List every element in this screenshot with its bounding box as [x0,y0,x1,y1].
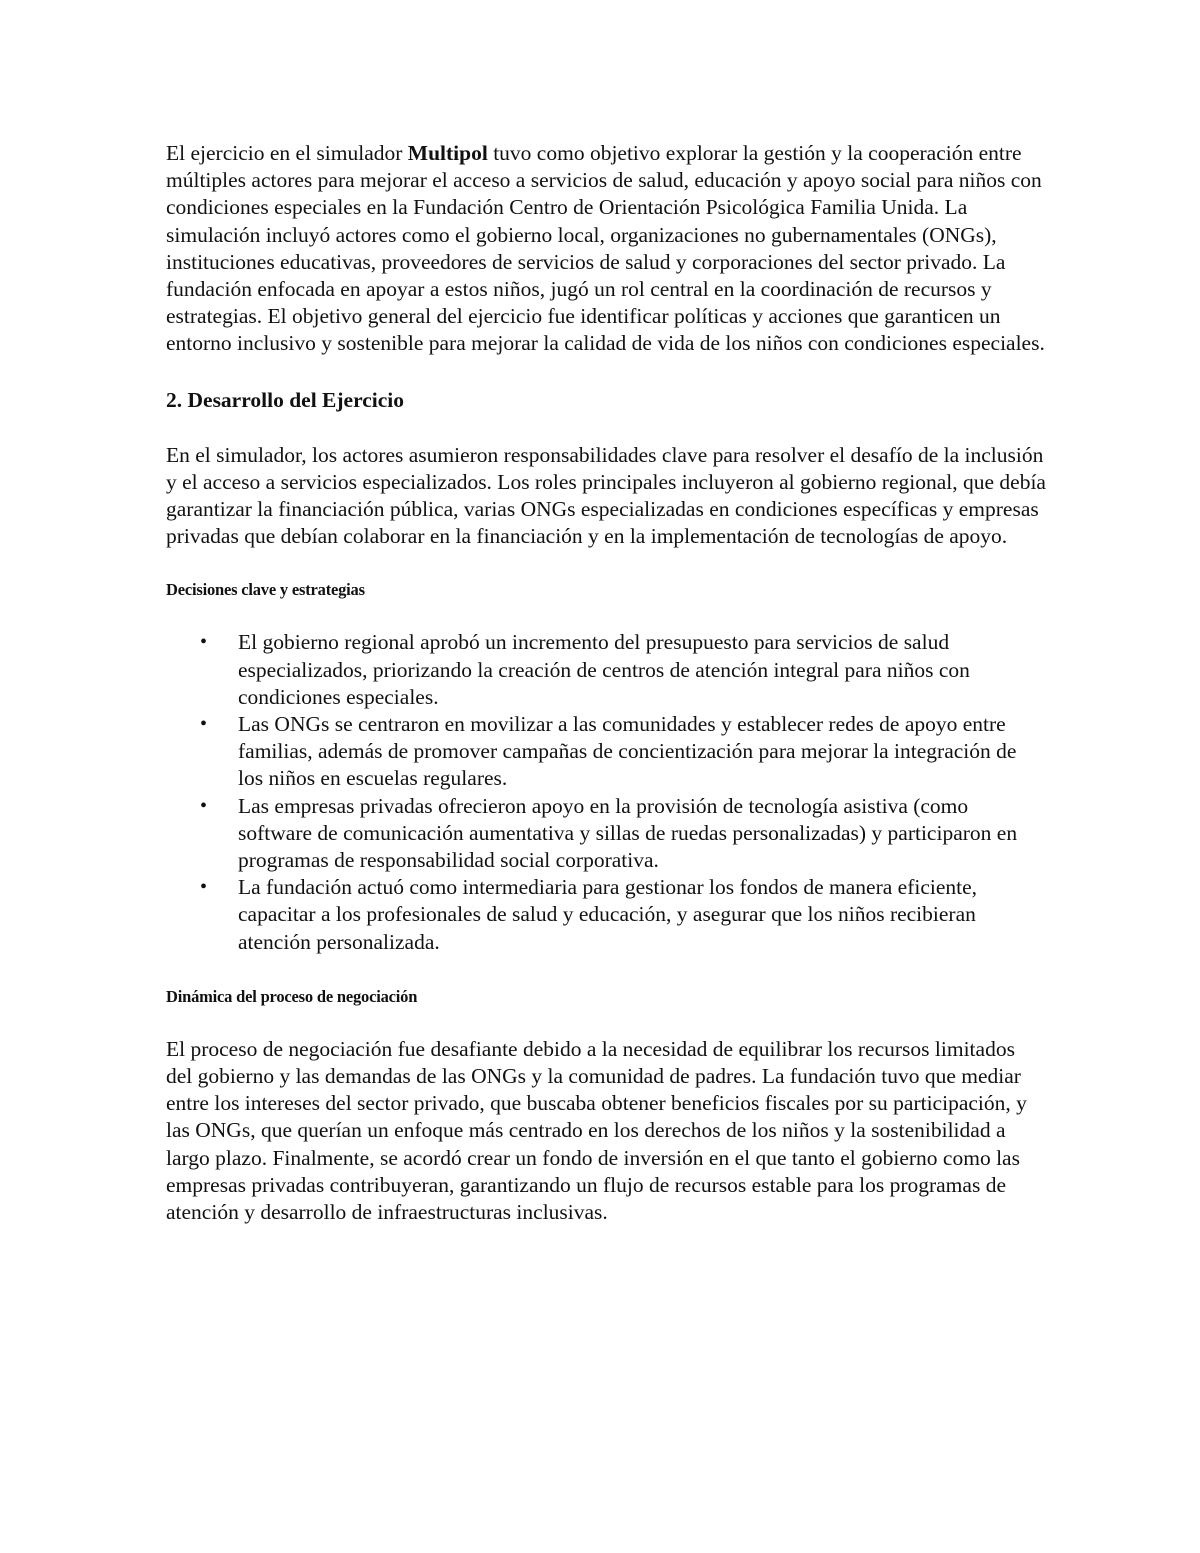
list-item-text: Las ONGs se centraron en movilizar a las comunidades y establecer redes de apoyo entre familias, además de promover campañas de concientización para mejorar la integración de los niños en escuelas regulares. [238,712,1017,791]
list-item [166,793,1046,875]
document-page [166,140,1046,1226]
list-item-text: La fundación actuó como intermediaria para gestionar los fondos de manera eficiente, capacitar a los profesionales de salud y educación, y asegurar que los niños recibieran atención personalizada. [238,875,978,954]
subheading-negociacion: Dinámica del proceso de negociación [166,986,418,1006]
list-item [166,711,1046,793]
desarrollo-paragraph: En el simulador, los actores asumieron responsabilidades clave para resolver el desafío de la inclusión y el acceso a servicios especializados. Los roles principales incluyeron al gobierno regional, que debía garantizar la financiación pública, varias ONGs especializadas en condiciones específicas y empresas privadas que debían colaborar en la financiación y en la implementación de tecnologías de apoyo. [166,442,1046,549]
decisiones-list [166,629,1046,955]
bullet-icon: • [200,876,208,899]
bullet-icon: • [200,713,208,736]
intro-text-rest: tuvo como objetivo explorar la gestión y la cooperación entre múltiples actores para mejorar el acceso a servicios de salud, educación y apoyo social para niños con condiciones especiales en la Fundación Centro de Orientación Psicológica Familia Unida. La simulación incluyó actores como el gobierno local, organizaciones no gubernamentales (ONGs), instituciones educativas, proveedores de servicios de salud y corporaciones del sector privado. La fundación enfocada en apoyar a estos niños, jugó un rol central en la coordinación de recursos y estrategias. El objetivo general del ejercicio fue identificar políticas y acciones que garanticen un entorno inclusivo y sostenible para mejorar la calidad de vida de los niños con condiciones especiales. [166,141,1045,356]
intro-paragraph [166,140,1046,358]
negociacion-paragraph: El proceso de negociación fue desafiante debido a la necesidad de equilibrar los recursos limitados del gobierno y las demandas de las ONGs y la comunidad de padres. La fundación tuvo que mediar entre los intereses del sector privado, que buscaba obtener beneficios fiscales por su participación, y las ONGs, que querían un enfoque más centrado en los derechos de los niños y la sostenibilidad a largo plazo. Finalmente, se acordó crear un fondo de inversión en el que tanto el gobierno como las empresas privadas contribuyeran, garantizando un flujo de recursos estable para los programas de atención y desarrollo de infraestructuras inclusivas. [166,1036,1027,1225]
list-item [166,874,1046,956]
bullet-icon: • [200,631,208,654]
bullet-icon: • [200,794,208,817]
list-item-text: Las empresas privadas ofrecieron apoyo en la provisión de tecnología asistiva (como software de comunicación aumentativa y sillas de ruedas personalizadas) y participaron en programas de responsabilidad social corporativa. [238,793,1018,873]
section-heading-desarrollo: 2. Desarrollo del Ejercicio [166,387,405,412]
subheading-decisiones: Decisiones clave y estrategias [166,580,365,600]
list-item [166,629,1046,711]
list-item-text: El gobierno regional aprobó un incremento del presupuesto para servicios de salud especializados, priorizando la creación de centros de atención integral para niños con condiciones especiales. [238,630,970,709]
simulator-name: Multipol [407,141,488,165]
intro-text-start: El ejercicio en el simulador [166,141,408,165]
